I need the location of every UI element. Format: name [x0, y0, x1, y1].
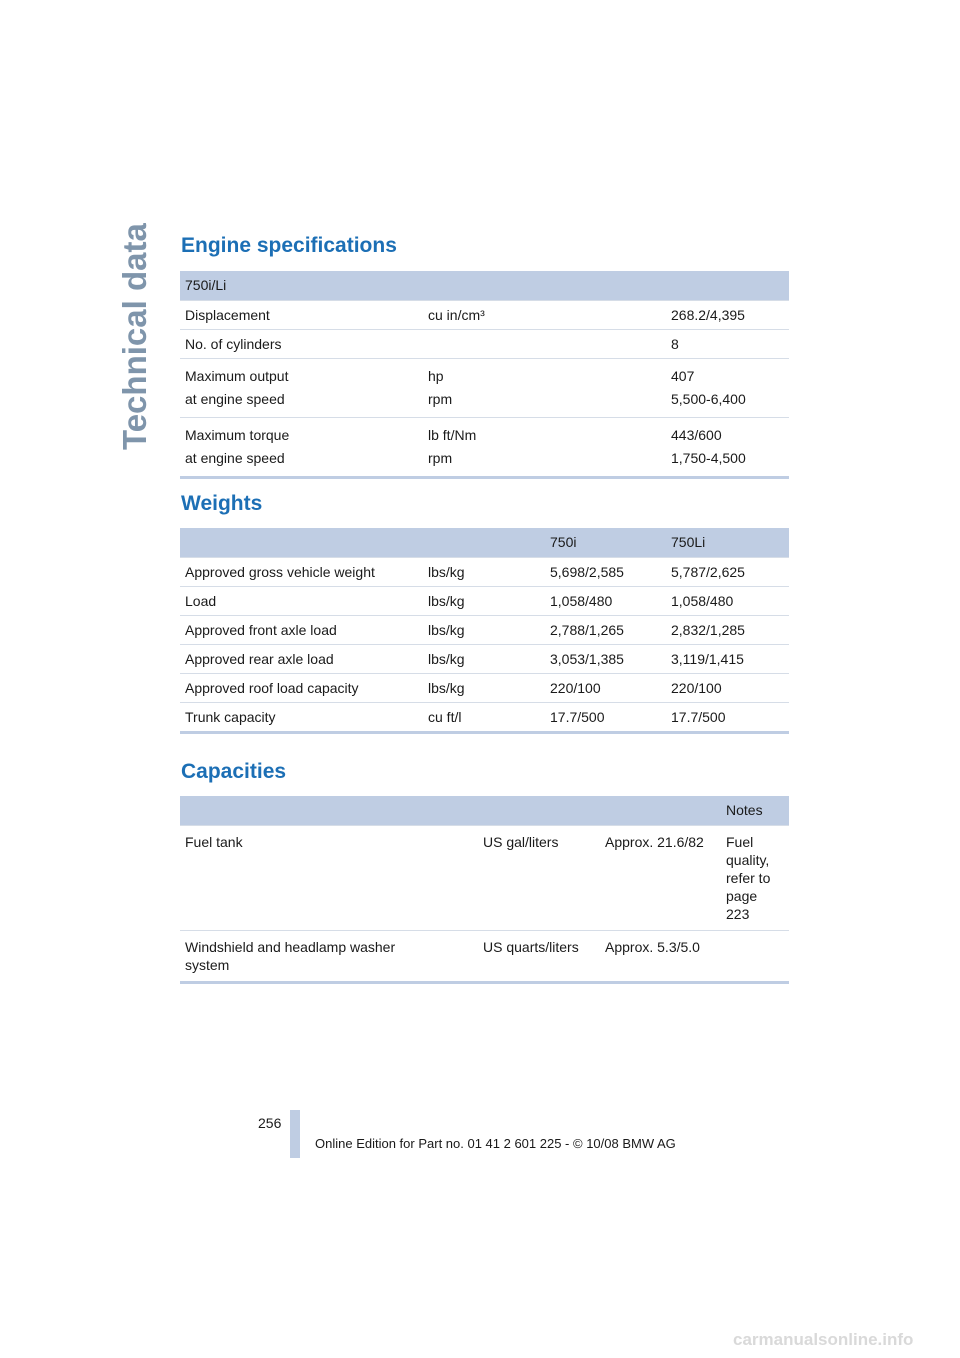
- row-label: No. of cylinders: [185, 335, 282, 352]
- row-unit-line1: hp: [428, 367, 444, 384]
- header-notes: Notes: [726, 802, 763, 819]
- row-unit: lbs/kg: [428, 650, 465, 667]
- row-value-750i: 5,698/2,585: [550, 563, 624, 580]
- row-label: Fuel tank: [185, 833, 243, 850]
- capacities-heading: Capacities: [181, 760, 287, 783]
- row-label: Displacement: [185, 306, 270, 323]
- row-value-750li: 3,119/1,415: [671, 650, 744, 667]
- row-value-750li: 17.7/500: [671, 708, 726, 725]
- footer-accent-bar: [290, 1110, 300, 1158]
- row-unit: [423, 358, 545, 417]
- row-value-line2: 5,500-6,400: [671, 390, 746, 407]
- row-label: Approved gross vehicle weight: [185, 563, 375, 580]
- row-unit: lbs/kg: [428, 592, 465, 609]
- row-unit: lbs/kg: [428, 679, 465, 696]
- table-header-row: [180, 271, 789, 300]
- empty-cell: [545, 358, 666, 417]
- watermark-text: carmanualsonline.info: [733, 1330, 914, 1349]
- header-cell: [180, 528, 423, 557]
- row-label: [180, 417, 423, 477]
- row-value-750i: 3,053/1,385: [550, 650, 624, 667]
- engine-specifications-heading: Engine specifications: [181, 234, 397, 257]
- header-750i: 750i: [550, 534, 577, 551]
- row-value-750i: 17.7/500: [550, 708, 605, 725]
- table-header-row: [180, 796, 789, 825]
- empty-cell: [545, 417, 666, 477]
- row-value: Approx. 5.3/5.0: [605, 938, 700, 955]
- row-value: [666, 417, 789, 477]
- row-unit: lbs/kg: [428, 621, 465, 638]
- table-header-row: [180, 528, 789, 557]
- row-value: 8: [671, 335, 679, 352]
- row-value-750i: 2,788/1,265: [550, 621, 624, 638]
- row-value-750li: 1,058/480: [671, 592, 734, 609]
- table-row: [180, 557, 789, 586]
- row-value-750li: 220/100: [671, 679, 722, 696]
- row-value: 268.2/4,395: [671, 306, 745, 323]
- row-value-line1: 407: [671, 367, 695, 384]
- row-value-line1: 443/600: [671, 426, 722, 443]
- row-unit: cu ft/l: [428, 708, 462, 725]
- table-row: [180, 358, 789, 417]
- chapter-side-title: Technical data: [116, 223, 153, 450]
- table-row: [180, 644, 789, 673]
- row-unit: [423, 417, 545, 477]
- row-unit-line2: rpm: [428, 390, 453, 407]
- header-750li: 750Li: [671, 534, 706, 551]
- row-unit-line1: lb ft/Nm: [428, 426, 477, 443]
- table-row: [180, 329, 789, 358]
- table-row: [180, 300, 789, 329]
- table-row: [180, 586, 789, 615]
- table-row: [180, 930, 789, 982]
- row-unit: cu in/cm³: [428, 306, 485, 323]
- capacities-table: [180, 796, 789, 984]
- row-notes: Fuel quality, refer to page 223: [726, 833, 771, 922]
- footer-edition-text: Online Edition for Part no. 01 41 2 601 225 - © 10/08 BMW AG: [315, 1136, 676, 1151]
- engine-specifications-table: [180, 271, 789, 479]
- row-label: Approved rear axle load: [185, 650, 334, 667]
- row-label-line2: at engine speed: [185, 390, 285, 407]
- row-label: Load: [185, 592, 217, 609]
- row-label-line1: Maximum torque: [185, 426, 290, 443]
- row-value: Approx. 21.6/82: [605, 833, 704, 850]
- row-unit: lbs/kg: [428, 563, 465, 580]
- empty-cell: [545, 329, 666, 358]
- row-label: Approved front axle load: [185, 621, 337, 638]
- row-label-line2: at engine speed: [185, 449, 285, 466]
- row-value-750li: 2,832/1,285: [671, 621, 745, 638]
- header-cell: [423, 528, 545, 557]
- engine-model-header: 750i/Li: [185, 277, 227, 294]
- weights-heading: Weights: [181, 492, 263, 515]
- row-value-750i: 1,058/480: [550, 592, 613, 609]
- row-unit: US quarts/liters: [483, 938, 579, 955]
- row-value-750i: 220/100: [550, 679, 601, 696]
- row-label: Trunk capacity: [185, 708, 276, 725]
- row-label-line1: Maximum output: [185, 367, 289, 384]
- row-notes: [721, 930, 789, 982]
- page-number: 256: [258, 1115, 282, 1131]
- row-unit-line2: rpm: [428, 449, 453, 466]
- row-label: Approved roof load capacity: [185, 679, 359, 696]
- row-label: Windshield and headlamp washer system: [185, 938, 396, 973]
- table-row: [180, 417, 789, 477]
- table-row: [180, 702, 789, 732]
- table-row: [180, 673, 789, 702]
- row-value-line2: 1,750-4,500: [671, 449, 746, 466]
- weights-table: [180, 528, 789, 734]
- row-value-750li: 5,787/2,625: [671, 563, 745, 580]
- row-value: [666, 358, 789, 417]
- empty-cell: [545, 300, 666, 329]
- header-cell: [478, 796, 600, 825]
- header-cell: [180, 796, 478, 825]
- table-row: [180, 615, 789, 644]
- row-unit: US gal/liters: [483, 833, 559, 850]
- table-row: [180, 825, 789, 930]
- header-cell: [600, 796, 721, 825]
- row-unit: [423, 329, 545, 358]
- row-label: [180, 358, 423, 417]
